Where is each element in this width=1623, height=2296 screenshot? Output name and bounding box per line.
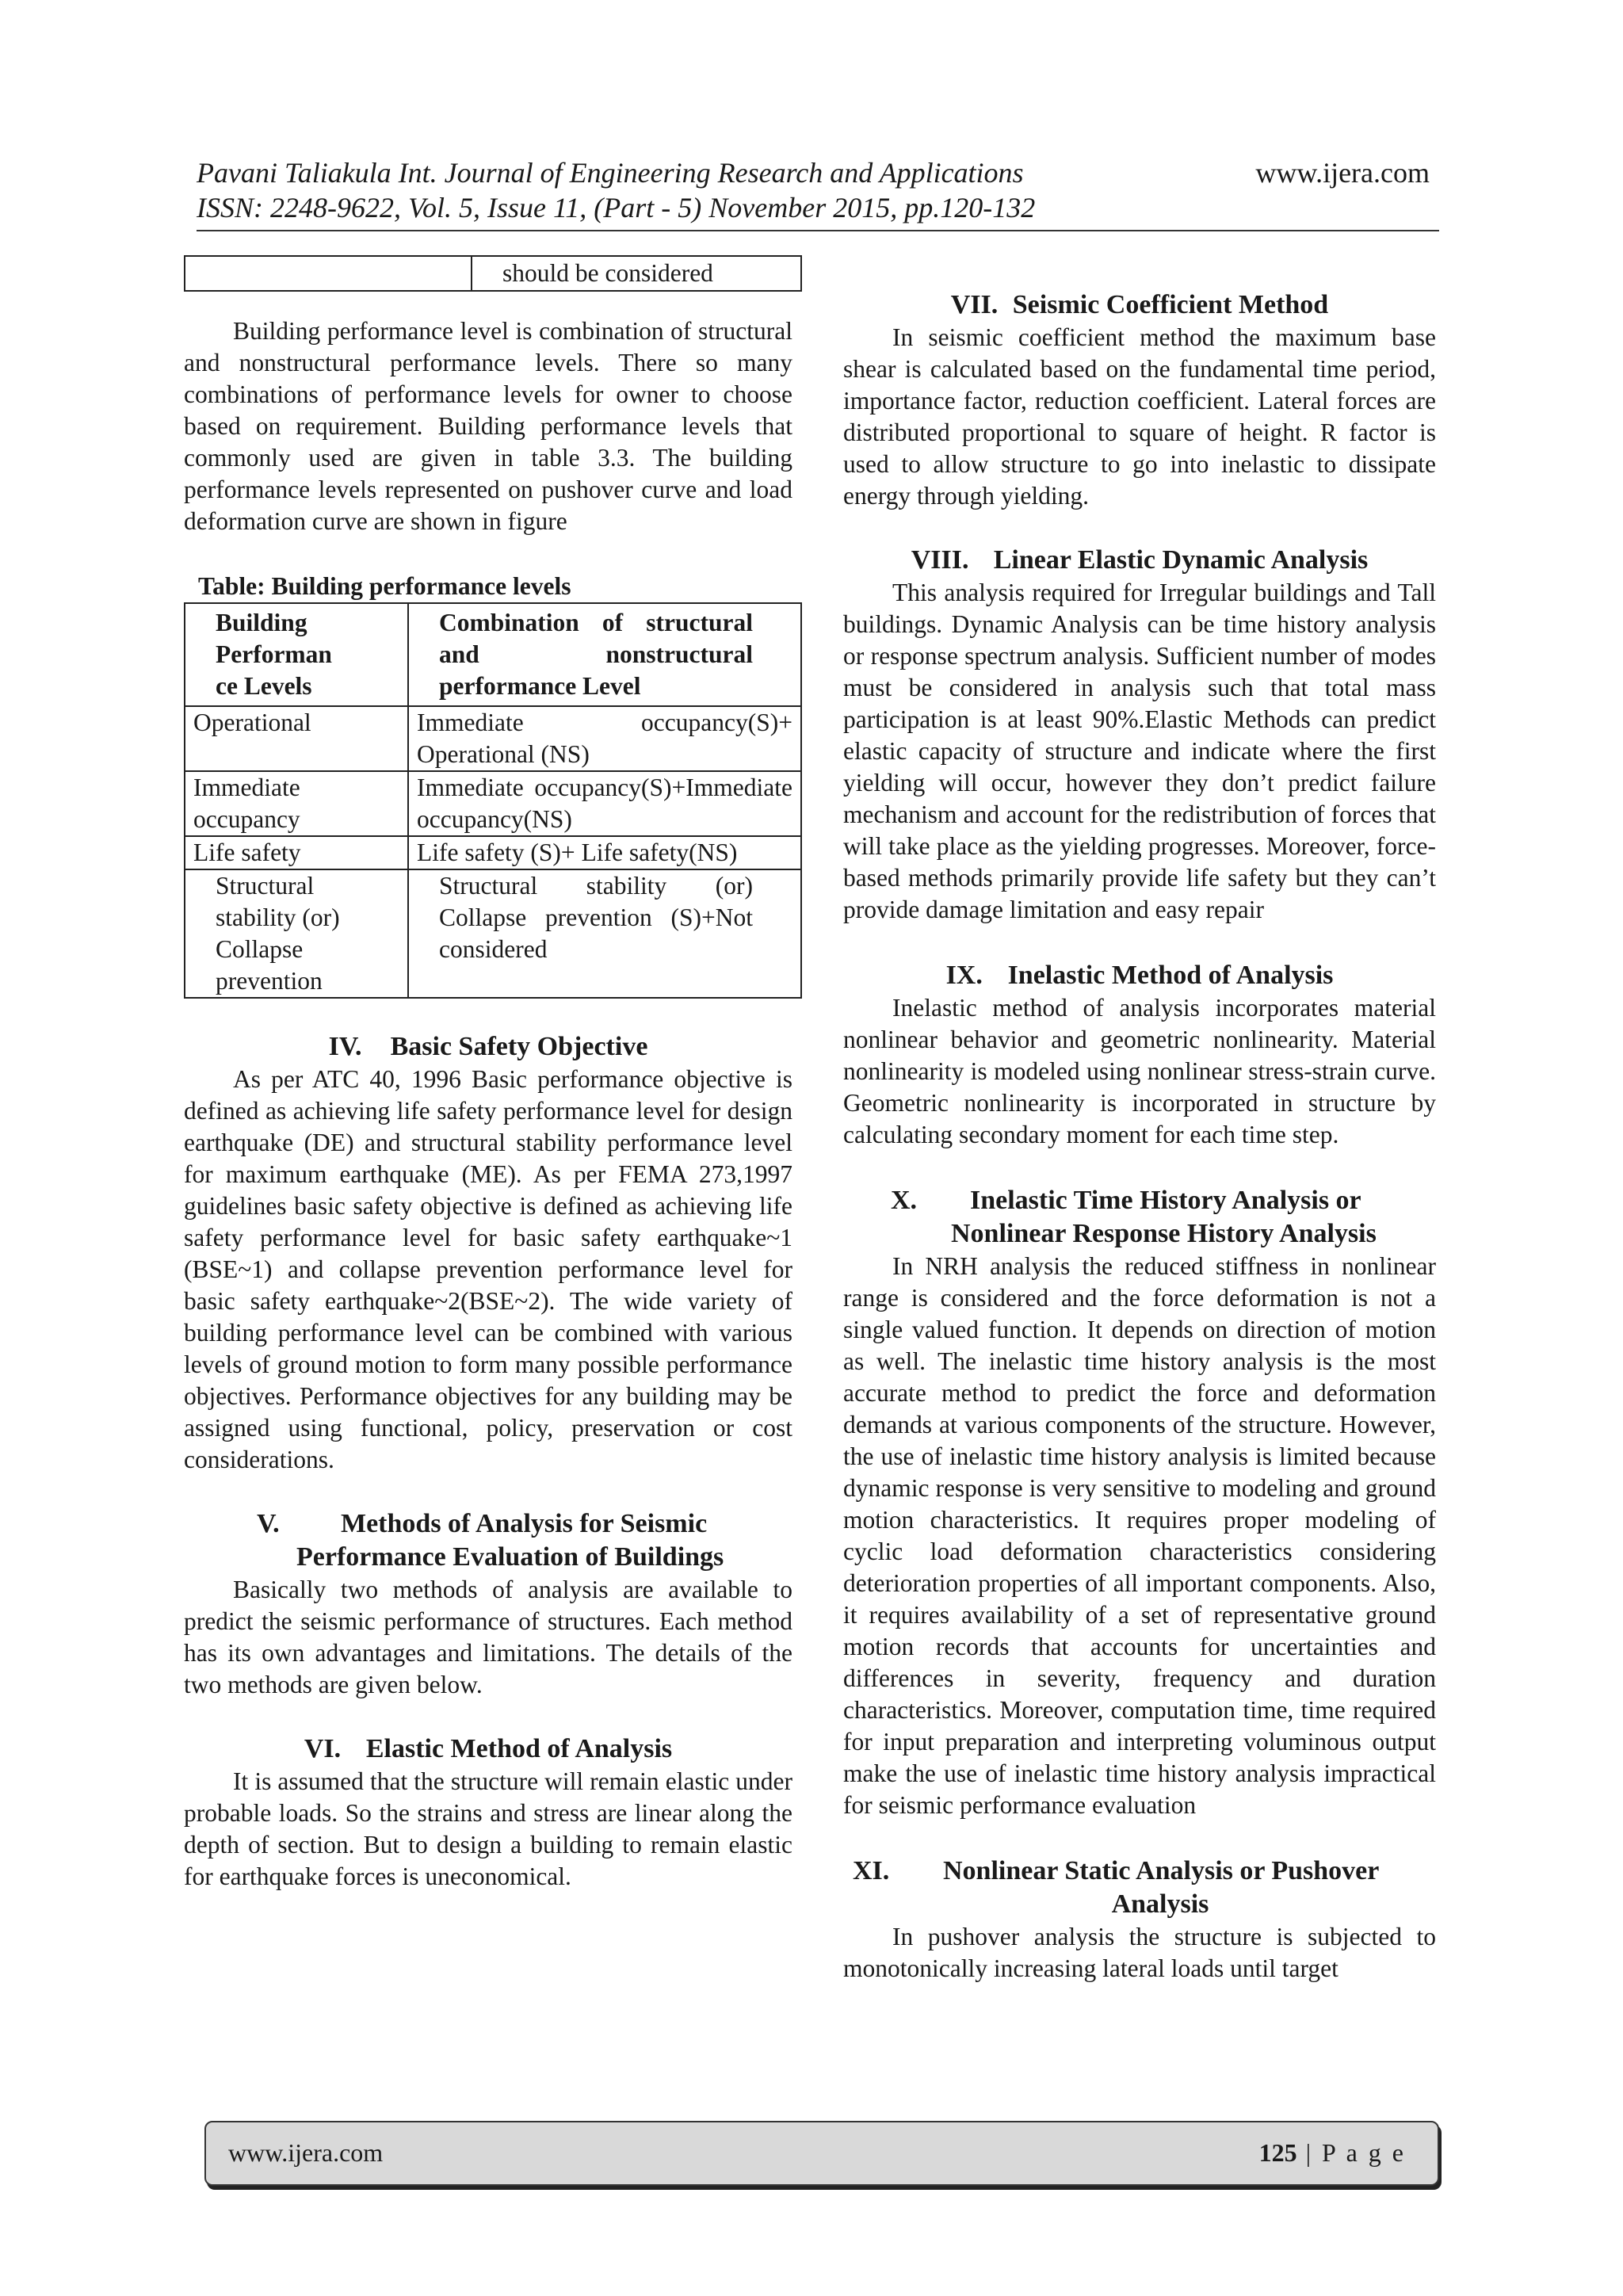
section-title: Seismic Coefficient Method <box>1012 290 1329 319</box>
table-cell: Structural stability (or) Collapse prevention (S)+Not considered <box>408 869 801 998</box>
header-url[interactable]: www.ijera.com <box>1255 157 1430 189</box>
section-number: IX. <box>945 961 983 990</box>
fragment-cell: should be considered <box>472 256 801 291</box>
page-footer <box>204 2121 1439 2186</box>
table-cell: Immediate occupancy(S)+ Operational (NS) <box>408 706 801 771</box>
journal-title: Pavani Taliakula Int. Journal of Engineering Research and Applications <box>197 157 1024 189</box>
right-column <box>843 255 1436 1985</box>
paragraph-linear-elastic-dynamic: This analysis required for Irregular buildings and Tall buildings. Dynamic Analysis can be time history analysis or response spectrum analysis. Sufficient number of modes must be considered in analysis such that total mass participation is at least 90%.Elastic Methods can predict elastic capacity of structure and indicate where the first yielding will occur, however they don’t predict failure mechanism and account for the redistribution of forces that will take place as the yielding progresses. Moreover, force-based methods primarily provide life safety but they can’t provide damage limitation and easy repair <box>843 579 1436 923</box>
section-heading-ix <box>843 959 1436 992</box>
section-title-line2: Analysis <box>1111 1889 1209 1919</box>
section-title-line1: Methods of Analysis for Seismic <box>341 1509 708 1538</box>
section-title-line2: Nonlinear Response History Analysis <box>951 1219 1377 1248</box>
section-heading-x <box>843 1184 1436 1251</box>
footer-url[interactable]: www.ijera.com <box>228 2138 384 2167</box>
paragraph-seismic-coefficient: In seismic coefficient method the maximum base shear is calculated based on the fundamental time period, importance factor, reduction coefficient. Lateral forces are distributed proportional to square of height. R factor is used to allow structure to go into inelastic to dissipate energy through yielding. <box>843 323 1436 510</box>
section-number: VII. <box>950 290 999 319</box>
page-number: 125 <box>1258 2138 1297 2167</box>
table-cell: Operational <box>185 706 408 771</box>
header-cell-levels: Building Performan ce Levels <box>185 603 408 706</box>
section-number: VIII. <box>911 545 969 575</box>
section-heading-xi <box>843 1855 1436 1921</box>
paragraph-inelastic-method: Inelastic method of analysis incorporates material nonlinear behavior and geometric nonlinearity. Material nonlinearity is modeled using nonlinear stress-strain curve. Geometric nonlinearity is incorporated in structure by calculating secondary moment for each time step. <box>843 994 1436 1148</box>
header-cell-combination: Combination of structural and nonstructural performance Level <box>408 603 801 706</box>
paragraph-methods-of-analysis: Basically two methods of analysis are available to predict the seismic performance of structures. Each method has its own advantages and limitations. The details of the two methods are given below. <box>184 1576 792 1698</box>
section-title-line1: Nonlinear Static Analysis or Pushover <box>943 1856 1380 1885</box>
paragraph-basic-safety-objective: As per ATC 40, 1996 Basic performance objective is defined as achieving life safety performance level for design earthquake (DE) and structural stability performance level for maximum earthquake (ME). As per FEMA 273,1997 guidelines basic safety objective is defined as achieving life safety performance level for basic safety earthquake~1 (BSE~1) and collapse prevention performance level for basic safety earthquake~2(BSE~2). The wide variety of building performance level can be combined with various levels of ground motion to form many possible performance objectives. Performance objectives for any building may be assigned using functional, policy, preservation or cost considerations. <box>184 1065 792 1473</box>
table-cell: Life safety (S)+ Life safety(NS) <box>408 836 801 869</box>
section-heading-viii <box>843 544 1436 577</box>
performance-levels-table <box>184 602 802 999</box>
section-number: VI. <box>304 1734 342 1763</box>
left-column <box>184 255 792 1893</box>
section-number: X. <box>891 1186 918 1215</box>
section-number: IV. <box>328 1032 362 1061</box>
table-row <box>185 771 801 836</box>
section-title: Elastic Method of Analysis <box>365 1734 673 1763</box>
section-title: Linear Elastic Dynamic Analysis <box>993 545 1369 575</box>
paragraph-building-performance: Building performance level is combination of structural and nonstructural performance levels. There so many combinations of performance levels for owner to choose based on requirement. Building performance levels that commonly used are given in table 3.3. The building performance levels represented on pushover curve and load deformation curve are shown in figure <box>184 317 792 535</box>
previous-table-fragment <box>184 255 802 292</box>
fragment-empty-cell <box>185 256 472 291</box>
table-cell: Immediate occupancy <box>185 771 408 836</box>
page-header <box>197 152 1439 231</box>
issn-line: ISSN: 2248-9622, Vol. 5, Issue 11, (Part - 5) November 2015, pp.120-132 <box>197 192 1036 223</box>
page-label: | P a g e <box>1296 2138 1406 2167</box>
table-row <box>185 869 801 998</box>
section-heading-vii <box>843 288 1436 322</box>
section-heading-vi <box>184 1733 792 1766</box>
section-title-line2: Performance Evaluation of Buildings <box>296 1542 724 1572</box>
paragraph-inelastic-time-history: In NRH analysis the reduced stiffness in nonlinear range is considered and the force deformation is not a single valued function. It depends on direction of motion as well. The inelastic time history analysis is the most accurate method to predict the force and deformation demands at various components of the structure. However, the use of inelastic time history analysis is limited because dynamic response is very sensitive to modeling and ground motion characteristics. It requires proper modeling of cyclic load deformation characteristics considering deterioration properties of all important components. Also, it requires availability of a set of representative ground motion records that accounts for uncertainties and differences in severity, frequency and duration characteristics. Moreover, computation time, time required for input preparation and interpreting voluminous output make the use of inelastic time history analysis impractical for seismic performance evaluation <box>843 1252 1436 1819</box>
section-title: Basic Safety Objective <box>390 1032 648 1061</box>
section-number: XI. <box>853 1856 890 1885</box>
page-number-label <box>1259 2138 1406 2168</box>
table-row <box>185 706 801 771</box>
table-cell: Structural stability (or) Collapse prevention <box>185 869 408 998</box>
section-heading-v <box>184 1507 792 1574</box>
table-row <box>185 836 801 869</box>
table-cell: Immediate occupancy(S)+Immediate occupancy(NS) <box>408 771 801 836</box>
paragraph-elastic-method: It is assumed that the structure will remain elastic under probable loads. So the strains and stress are linear along the depth of section. But to design a building to remain elastic for earthquake forces is uneconomical. <box>184 1767 792 1890</box>
section-title-line1: Inelastic Time History Analysis or <box>970 1186 1361 1215</box>
section-number: V. <box>257 1509 280 1538</box>
section-title: Inelastic Method of Analysis <box>1007 961 1334 990</box>
section-heading-iv <box>184 1030 792 1064</box>
paragraph-pushover-analysis: In pushover analysis the structure is subjected to monotonically increasing lateral loads until target <box>843 1923 1436 1982</box>
table-header-row <box>185 603 801 706</box>
table-cell: Life safety <box>185 836 408 869</box>
table-caption: Table: Building performance levels <box>198 572 571 600</box>
